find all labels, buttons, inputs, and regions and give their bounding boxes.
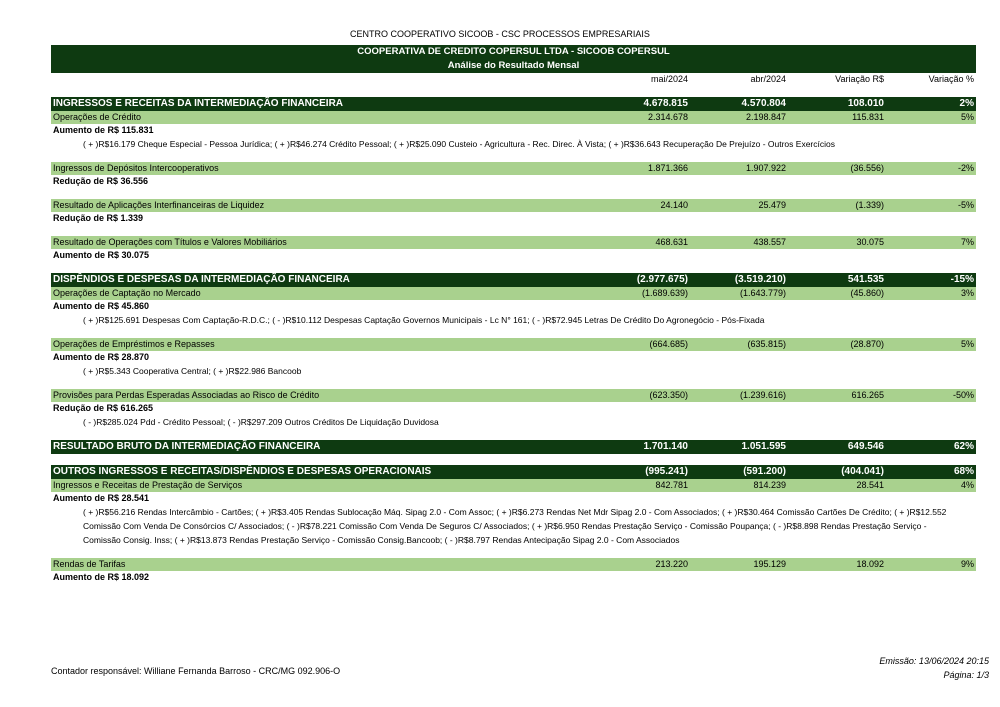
row-label: INGRESSOS E RECEITAS DA INTERMEDIAÇÃO FINANCEIRA <box>53 98 344 109</box>
value-variation-pct: 2% <box>959 98 974 109</box>
subsection-row <box>51 199 976 212</box>
variation-note: Aumento de R$ 18.092 <box>53 572 150 582</box>
value-variation-pct: 9% <box>960 559 974 569</box>
value-previous: 4.570.804 <box>741 98 786 109</box>
value-variation-pct: 3% <box>960 288 974 298</box>
variation-note: Aumento de R$ 30.075 <box>53 250 150 260</box>
variation-note: Aumento de R$ 45.860 <box>53 301 150 311</box>
value-current: (664.685) <box>649 339 688 349</box>
variation-detail: ( + )R$16.179 Cheque Especial - Pessoa Jurídica; ( + )R$46.274 Crédito Pessoal; ( + )R$25.090 Custeio - Agricultura - Rec. Direc. À Vista; ( + )R$36.643 Recuperação De Prejuízo - Outros Exercícios <box>83 139 835 149</box>
value-previous: 2.198.847 <box>745 112 786 122</box>
subsection-row <box>51 389 976 402</box>
value-current: 4.678.815 <box>643 98 688 109</box>
row-label: RESULTADO BRUTO DA INTERMEDIAÇÃO FINANCEIRA <box>53 441 321 452</box>
value-variation: 115.831 <box>852 112 884 122</box>
row-label: Ingressos de Depósitos Intercooperativos <box>53 163 219 173</box>
section-row <box>51 465 976 479</box>
value-variation-pct: 68% <box>953 466 974 477</box>
value-variation: (1.339) <box>855 200 884 210</box>
row-label: Operações de Captação no Mercado <box>53 288 201 298</box>
value-current: (2.977.675) <box>636 274 688 285</box>
value-previous: (591.200) <box>743 466 786 477</box>
value-variation-pct: 5% <box>960 339 974 349</box>
value-current: (995.241) <box>645 466 688 477</box>
value-previous: (1.239.616) <box>739 390 786 400</box>
value-previous: 195.129 <box>753 559 786 569</box>
value-variation: 18.092 <box>856 559 884 569</box>
document-top-title: CENTRO COOPERATIVO SICOOB - CSC PROCESSOS EMPRESARIAIS <box>350 29 650 39</box>
variation-note: Aumento de R$ 28.541 <box>53 493 150 503</box>
row-label: Operações de Crédito <box>53 112 142 122</box>
value-variation: (45.860) <box>850 288 884 298</box>
value-variation-pct: 4% <box>960 480 974 490</box>
value-variation: 28.541 <box>856 480 884 490</box>
col-header-variation-pct: Variação % <box>928 74 974 84</box>
variation-note: Redução de R$ 616.265 <box>53 403 154 413</box>
subsection-row <box>51 338 976 351</box>
col-header-current: mai/2024 <box>650 74 688 84</box>
row-label: Resultado de Operações com Títulos e Valores Mobiliários <box>53 237 287 247</box>
variation-detail: ( + )R$56.216 Rendas Intercâmbio - Cartões; ( + )R$3.405 Rendas Sublocação Máq. Sipag 2.0 - Com Assoc; ( + )R$6.273 Rendas Net Mdr Sipag 2.0 - Com Associados; ( + )R$30.464 Comissão Cartões De Crédito; ( + )R$12.552 Comissão Com Venda De Consórcios C/ Associados; ( - )R$78.221 Comissão Com Venda De Seguros C/ Associados; ( + )R$6.950 Rendas Prestação Serviço - Comissão Poupança; ( - )R$8.898 Rendas Prestação Serviço - Comissão Consig. Inss; ( + )R$13.873 Rendas Prestação Serviço - Comissão Consig.Bancoob; ( - )R$8.797 Rendas Antecipação Sipag 2.0 - Com Associados <box>83 507 947 545</box>
section-row <box>51 273 976 287</box>
value-variation-pct: 7% <box>960 237 974 247</box>
subsection-row <box>51 558 976 571</box>
value-current: 468.631 <box>655 237 688 247</box>
value-previous: (3.519.210) <box>734 274 786 285</box>
value-variation: (36.556) <box>850 163 884 173</box>
report-table <box>51 45 976 584</box>
emission-date: Emissão: 13/06/2024 20:15 <box>879 656 989 666</box>
emission-info <box>879 654 989 682</box>
value-variation: 30.075 <box>856 237 884 247</box>
subsection-row <box>51 287 976 300</box>
variation-note: Redução de R$ 36.556 <box>53 176 149 186</box>
value-previous: (635.815) <box>747 339 786 349</box>
section-row <box>51 440 976 454</box>
variation-detail: ( + )R$125.691 Despesas Com Captação-R.D.C.; ( - )R$10.112 Despesas Captação Governos Municipais - Lc N° 161; ( - )R$72.945 Letras De Crédito Do Agronegócio - Pós-Fixada <box>83 315 765 325</box>
value-current: 2.314.678 <box>647 112 688 122</box>
value-previous: 438.557 <box>753 237 786 247</box>
variation-detail: ( - )R$285.024 Pdd - Crédito Pessoal; ( - )R$297.209 Outros Créditos De Liquidação Duvidosa <box>83 417 439 427</box>
cooperative-name: COOPERATIVA DE CREDITO COPERSUL LTDA - SICOOB COPERSUL <box>357 46 670 57</box>
row-label: OUTROS INGRESSOS E RECEITAS/DISPÊNDIOS E DESPESAS OPERACIONAIS <box>53 466 432 477</box>
column-headers <box>51 73 976 86</box>
value-variation: 541.535 <box>847 274 884 285</box>
variation-note: Redução de R$ 1.339 <box>53 213 144 223</box>
subsection-row <box>51 236 976 249</box>
value-current: 24.140 <box>660 200 688 210</box>
value-variation-pct: -5% <box>957 200 974 210</box>
row-label: Ingressos e Receitas de Prestação de Serviços <box>53 480 243 490</box>
value-current: 213.220 <box>655 559 688 569</box>
page-number: Página: 1/3 <box>943 670 989 680</box>
value-variation: (28.870) <box>850 339 884 349</box>
value-previous: 1.907.922 <box>745 163 786 173</box>
value-variation: 616.265 <box>851 390 884 400</box>
row-label: Provisões para Perdas Esperadas Associadas ao Risco de Crédito <box>53 390 320 400</box>
variation-note: Aumento de R$ 115.831 <box>53 125 154 135</box>
row-label: Operações de Empréstimos e Repasses <box>53 339 215 349</box>
row-label: Resultado de Aplicações Interfinanceiras de Liquidez <box>53 200 265 210</box>
value-previous: 1.051.595 <box>741 441 786 452</box>
value-current: 1.701.140 <box>643 441 688 452</box>
subsection-row <box>51 111 976 124</box>
value-current: 1.871.366 <box>647 163 688 173</box>
value-variation: 108.010 <box>847 98 884 109</box>
value-variation-pct: -2% <box>957 163 974 173</box>
row-label: DISPÊNDIOS E DESPESAS DA INTERMEDIAÇÃO FINANCEIRA <box>53 274 350 285</box>
value-variation-pct: -50% <box>952 390 974 400</box>
value-previous: 25.479 <box>758 200 786 210</box>
value-variation: 649.546 <box>847 441 884 452</box>
section-row <box>51 97 976 111</box>
report-header <box>51 45 976 73</box>
value-current: (1.689.639) <box>641 288 688 298</box>
subsection-row <box>51 479 976 492</box>
report-name: Análise do Resultado Mensal <box>447 60 580 71</box>
row-label: Rendas de Tarifas <box>53 559 126 569</box>
value-current: 842.781 <box>655 480 688 490</box>
value-previous: (1.643.779) <box>739 288 786 298</box>
variation-detail: ( + )R$5.343 Cooperativa Central; ( + )R$22.986 Bancoob <box>83 366 302 376</box>
value-variation-pct: -15% <box>950 274 974 285</box>
variation-note: Aumento de R$ 28.870 <box>53 352 150 362</box>
value-current: (623.350) <box>649 390 688 400</box>
value-variation: (404.041) <box>841 466 884 477</box>
value-variation-pct: 5% <box>960 112 974 122</box>
col-header-variation-value: Variação R$ <box>835 74 884 84</box>
value-variation-pct: 62% <box>953 441 974 452</box>
value-previous: 814.239 <box>753 480 786 490</box>
col-header-previous: abr/2024 <box>750 74 786 84</box>
subsection-row <box>51 162 976 175</box>
accountant-signature: Contador responsável: Williane Fernanda Barroso - CRC/MG 092.906-O <box>51 666 341 676</box>
